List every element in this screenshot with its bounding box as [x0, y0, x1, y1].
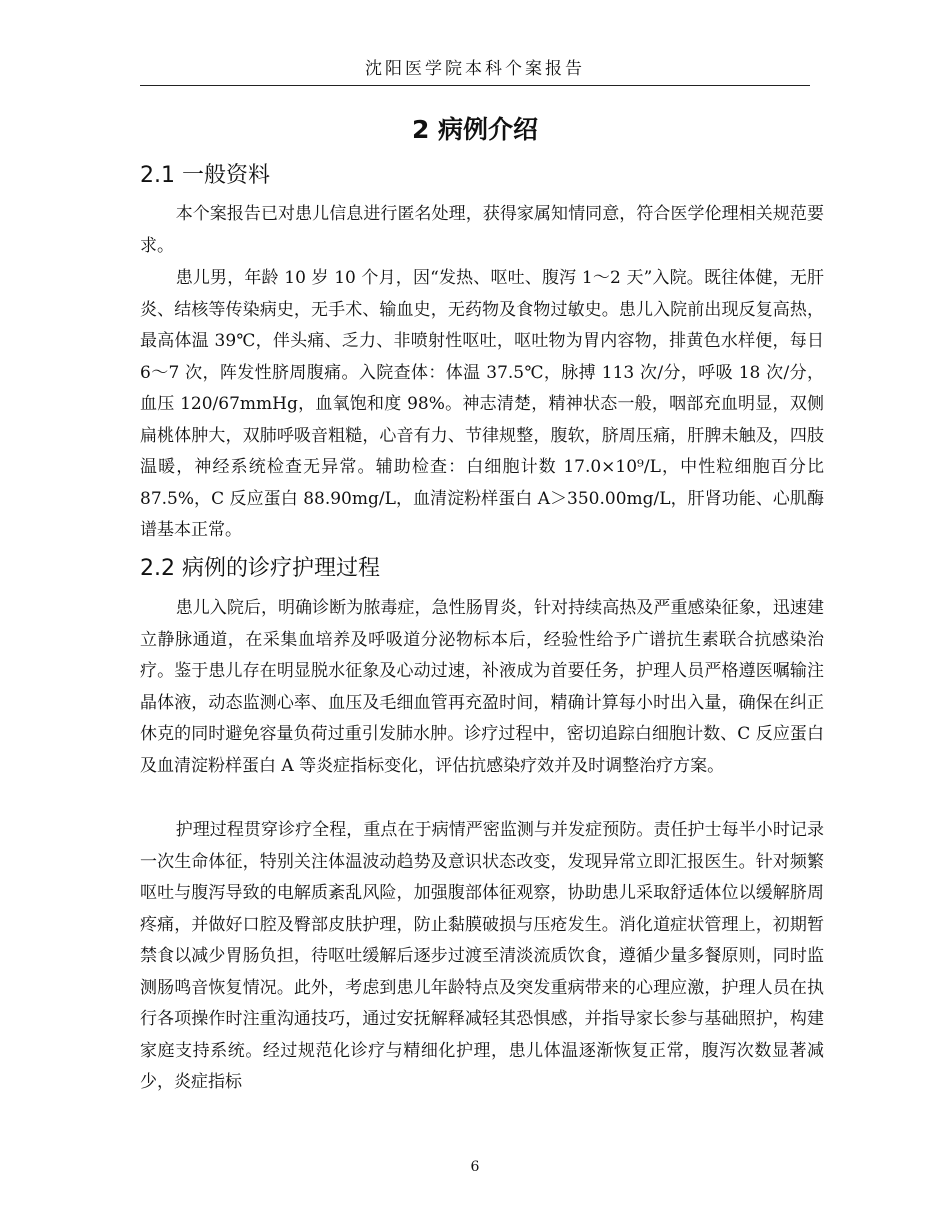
paragraph-nursing: 护理过程贯穿诊疗全程，重点在于病情严密监测与并发症预防。责任护士每半小时记录一次生命体征，特别关注体温波动趋势及意识状态改变，发现异常立即汇报医生。针对频繁呕吐与腹泻导致的电解质紊乱风险，加强腹部体征观察，协助患儿采取舒适体位以缓解脐周疼痛，并做好口腔及臀部皮肤护理，防止黏膜破损与压疮发生。消化道症状管理上，初期暂禁食以减少胃肠负担，待呕吐缓解后逐步过渡至清淡流质饮食，遵循少量多餐原则，同时监测肠鸣音恢复情况。此外，考虑到患儿年龄特点及突发重病带来的心理应激，护理人员在执行各项操作时注重沟通技巧，通过安抚解释减轻其恐惧感，并指导家长参与基础照护，构建家庭支持系统。经过规范化诊疗与精细化护理，患儿体温逐渐恢复正常，腹泻次数显著减少，炎症指标: [140, 820, 824, 1092]
page-number: 6: [470, 1159, 480, 1175]
paragraph-anonymization: 本个案报告已对患儿信息进行匿名处理，获得家属知情同意，符合医学伦理相关规范要求。: [140, 204, 824, 256]
section-title-treatment-process: 2.2 病例的诊疗护理过程: [140, 556, 380, 581]
paragraph-case-history: 患儿男，年龄 10 岁 10 个月，因“发热、呕吐、腹泻 1～2 天”入院。既往体健，无肝炎、结核等传染病史，无手术、输血史，无药物及食物过敏史。患儿入院前出现反复高热，最高体温 39℃，伴头痛、乏力、非喷射性呕吐，呕吐物为胃内容物，排黄色水样便，每日 6～7 次，阵发性脐周腹痛。入院查体：体温 37.5℃，脉搏 113 次/分，呼吸 18 次/分，血压 120/67mmHg，血氧饱和度 98%。神志清楚，精神状态一般，咽部充血明显，双侧扁桃体肿大，双肺呼吸音粗糙，心音有力、节律规整，腹软，脐周压痛，肝脾未触及，四肢温暖，神经系统检查无异常。辅助检查：白细胞计数 17.0×10⁹/L，中性粒细胞百分比 87.5%，C 反应蛋白 88.90mg/L，血清淀粉样蛋白 A＞350.00mg/L，肝肾功能、心肌酶谱基本正常。: [140, 268, 824, 540]
paragraph-treatment: 患儿入院后，明确诊断为脓毒症，急性肠胃炎，针对持续高热及严重感染征象，迅速建立静脉通道，在采集血培养及呼吸道分泌物标本后，经验性给予广谱抗生素联合抗感染治疗。鉴于患儿存在明显脱水征象及心动过速，补液成为首要任务，护理人员严格遵医嘱输注晶体液，动态监测心率、血压及毛细血管再充盈时间，精确计算每小时出入量，确保在纠正休克的同时避免容量负荷过重引发肺水肿。诊疗过程中，密切追踪白细胞计数、C 反应蛋白及血清淀粉样蛋白 A 等炎症指标变化，评估抗感染疗效并及时调整治疗方案。: [140, 598, 824, 776]
running-header: 沈阳医学院本科个案报告: [365, 59, 585, 79]
chapter-title: 2 病例介绍: [411, 115, 539, 144]
section-title-general-info: 2.1 一般资料: [140, 163, 270, 188]
header-rule: [140, 85, 810, 86]
